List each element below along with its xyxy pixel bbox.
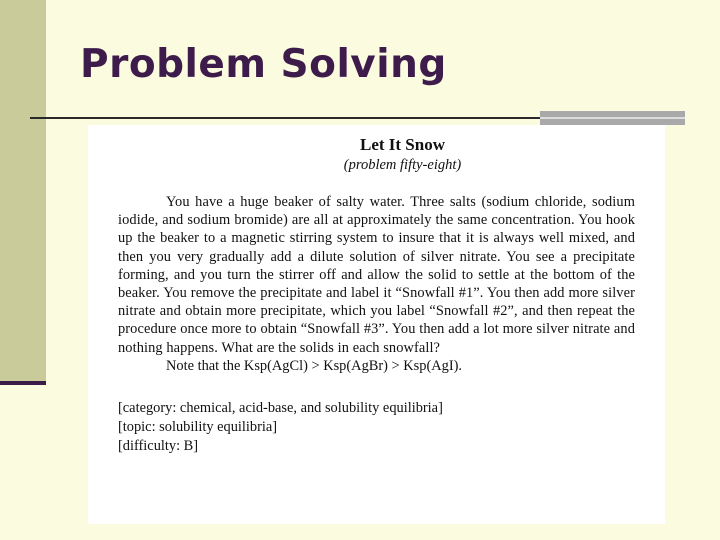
- left-accent-rule: [0, 381, 46, 385]
- problem-difficulty: [difficulty: B]: [118, 437, 199, 454]
- problem-note: Note that the Ksp(AgCl) > Ksp(AgBr) > Ksp(AgI).: [166, 357, 463, 374]
- problem-title: Let It Snow: [359, 135, 445, 154]
- slide-title: Problem Solving: [80, 42, 447, 87]
- problem-subtitle: (problem fifty-eight): [343, 157, 462, 173]
- title-accent-block: [540, 111, 685, 125]
- problem-body: You have a huge beaker of salty water. Three salts (sodium chloride, sodium iodide, and sodium bromide) are all at approximately the same concentration. You hook up the beaker to a magnetic stirring system to insure that it is always well mixed, and then you very gradually add a dilute solution of silver nitrate. You see a precipitate forming, and you turn the stirrer off and allow the solid to settle at the bottom of the beaker. You remove the precipitate and label it “Snowfall #1”. You then add more silver nitrate and obtain more precipitate, which you label “Snowfall #2”, and then repeat the procedure once more to obtain “Snowfall #3”. You then add a lot more silver nitrate and nothing happens. What are the solids in each snowfall?: [118, 194, 635, 356]
- problem-category: [category: chemical, acid-base, and solubility equilibria]: [118, 399, 443, 416]
- left-accent-bar: [0, 0, 46, 383]
- problem-metadata: [118, 399, 635, 456]
- problem-topic: [topic: solubility equilibria]: [118, 418, 278, 435]
- scanned-problem-page: [88, 125, 665, 524]
